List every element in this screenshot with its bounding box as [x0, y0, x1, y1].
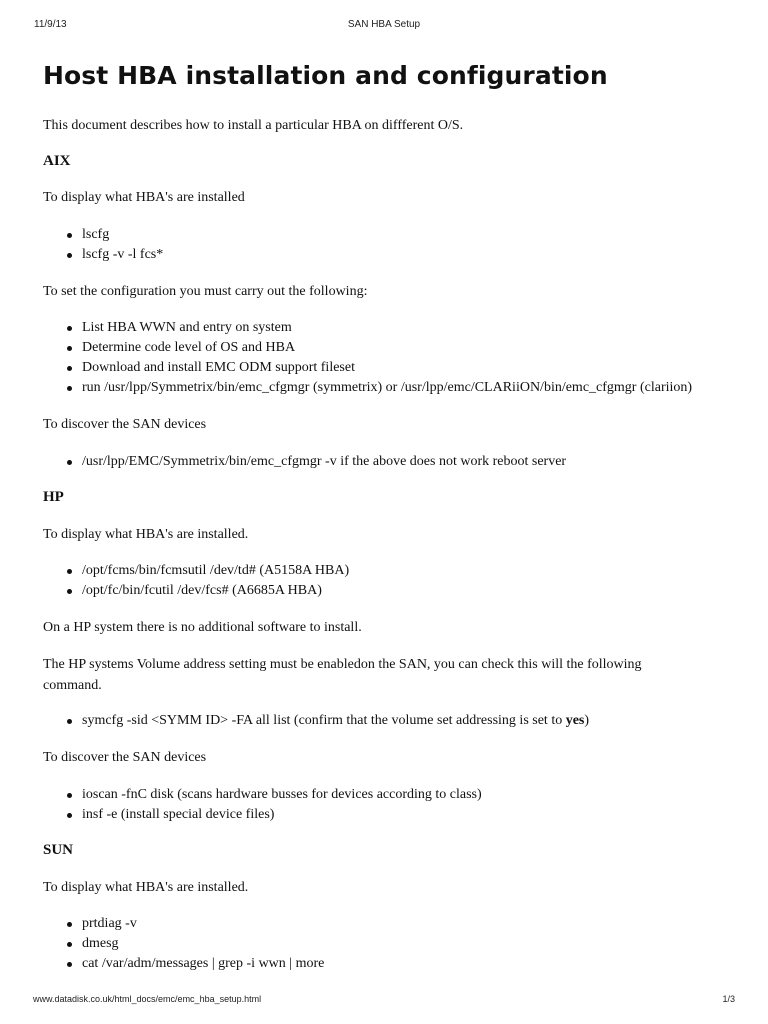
symcfg-close: )	[584, 713, 590, 728]
aix-discover-list	[43, 452, 566, 472]
list-item: Determine code level of OS and HBA	[43, 338, 692, 358]
print-date: 11/9/13	[34, 19, 67, 30]
page-number: 1/3	[722, 994, 735, 1004]
list-item: insf -e (install special device files)	[43, 805, 482, 825]
list-item: lscfg -v -l fcs*	[43, 245, 163, 265]
list-item: /opt/fcms/bin/fcmsutil /dev/td# (A5158A HBA)	[43, 561, 349, 581]
source-url: www.datadisk.co.uk/html_docs/emc/emc_hba_setup.html	[33, 994, 262, 1004]
sun-display-list	[43, 914, 324, 974]
aix-display-intro: To display what HBA's are installed	[43, 190, 245, 205]
hp-discover-list	[43, 785, 482, 825]
aix-config-intro: To set the configuration you must carry out the following:	[43, 284, 368, 299]
list-item: dmesg	[43, 934, 324, 954]
hp-display-list	[43, 561, 349, 601]
symcfg-emphasis: yes	[565, 713, 585, 728]
list-item: /opt/fc/bin/fcutil /dev/fcs# (A6685A HBA)	[43, 581, 349, 601]
intro-paragraph: This document describes how to install a particular HBA on diffferent O/S.	[43, 118, 464, 133]
sun-display-intro: To display what HBA's are installed.	[43, 880, 249, 895]
list-item: run /usr/lpp/Symmetrix/bin/emc_cfgmgr (symmetrix) or /usr/lpp/emc/CLARiiON/bin/emc_cfgmgr (clariion)	[43, 378, 692, 398]
hp-volume-note: The HP systems Volume address setting must be enabledon the SAN, you can check this will the following command.	[43, 657, 642, 693]
print-title: SAN HBA Setup	[347, 19, 421, 30]
list-item: ioscan -fnC disk (scans hardware busses for devices according to class)	[43, 785, 482, 805]
symcfg-command: symcfg -sid <SYMM ID> -FA all list (confirm that the volume set addressing is set to	[82, 713, 566, 728]
aix-discover-intro: To discover the SAN devices	[43, 417, 207, 432]
aix-display-list	[43, 225, 163, 265]
list-item: cat /var/adm/messages | grep -i wwn | more	[43, 954, 324, 974]
aix-config-list	[43, 318, 692, 398]
page-title: Host HBA installation and configuration	[43, 61, 608, 90]
list-item: List HBA WWN and entry on system	[43, 318, 692, 338]
hp-discover-intro: To discover the SAN devices	[43, 750, 207, 765]
list-item: /usr/lpp/EMC/Symmetrix/bin/emc_cfgmgr -v if the above does not work reboot server	[43, 452, 566, 472]
list-item: prtdiag -v	[43, 914, 324, 934]
hp-heading: HP	[43, 489, 64, 505]
aix-heading: AIX	[43, 153, 71, 169]
hp-no-software: On a HP system there is no additional software to install.	[43, 620, 362, 635]
hp-display-intro: To display what HBA's are installed.	[43, 527, 249, 542]
list-item: Download and install EMC ODM support fileset	[43, 358, 692, 378]
hp-symcfg-list	[43, 711, 589, 731]
sun-heading: SUN	[43, 842, 74, 858]
list-item: lscfg	[43, 225, 163, 245]
list-item	[43, 711, 589, 731]
